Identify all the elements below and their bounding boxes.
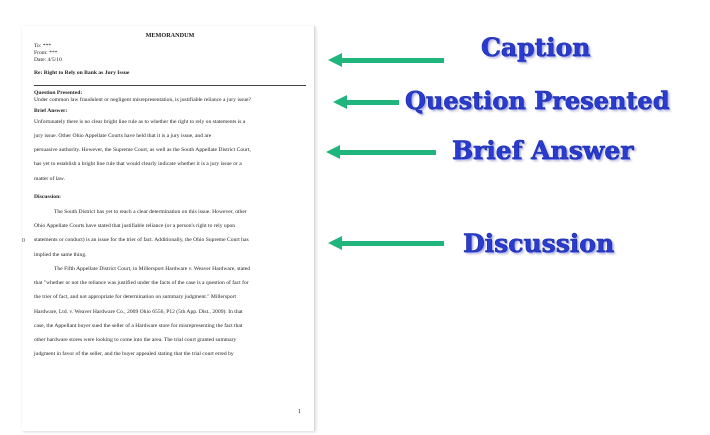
brief-line: persuasive authority. However, the Supreme Court, as well as the South Appellate District Court, bbox=[34, 147, 251, 154]
brief-answer-arrow bbox=[326, 147, 436, 157]
caption-arrow bbox=[328, 55, 444, 65]
discussion-arrow bbox=[328, 238, 444, 248]
discussion-body bbox=[34, 205, 306, 362]
memo-re-line: Re: Right to Rely on Bank as Jury Issue bbox=[34, 69, 130, 76]
question-presented-label: Question Presented bbox=[405, 86, 670, 115]
discussion-line: Hardware, Ltd. v. Weaver Hardware Co., 2009 Ohio 6556, P12 (5th App. Dist., 2009). In that bbox=[34, 308, 243, 315]
caption-label: Caption bbox=[481, 33, 591, 62]
page-number: 1 bbox=[298, 409, 301, 415]
memo-divider bbox=[34, 85, 306, 86]
discussion-line: the trier of fact, and not appropriate for determination on summary judgment." Millersport bbox=[34, 294, 237, 301]
discussion-line: The South District has yet to reach a clear determination on this issue. However, other bbox=[54, 208, 247, 215]
brief-heading: Brief Answer: bbox=[34, 107, 68, 114]
discussion-line: that "whether or not the reliance was justified under the facts of the case is a question of fact for bbox=[34, 280, 249, 287]
brief-line: jury issue. Other Ohio Appellate Courts have held that it is a jury issue, and are bbox=[34, 132, 212, 139]
memo-page bbox=[22, 26, 315, 431]
brief-answer-body bbox=[34, 115, 306, 186]
discussion-line: Ohio Appellate Courts have stated that justifiable reliance (or a person's right to rely upon bbox=[34, 223, 236, 230]
discussion-label: Discussion bbox=[463, 229, 615, 258]
brief-answer-label: Brief Answer bbox=[452, 136, 634, 165]
memo-title: MEMORANDUM bbox=[145, 32, 195, 39]
brief-line: has yet to establish a bright line rule that would clearly indicate whether it is a jury issue or a bbox=[34, 161, 242, 168]
arrow-shaft bbox=[340, 58, 444, 63]
discussion-line: implied the same thing. bbox=[34, 251, 87, 258]
arrow-shaft bbox=[340, 241, 444, 246]
memo-date: Date: 4/5/10 bbox=[34, 56, 62, 63]
arrow-shaft bbox=[345, 100, 399, 105]
discussion-line: The Fifth Appellate District Court, in Millersport Hardware v. Weaver Hardware, stated bbox=[54, 265, 251, 272]
margin-mark: 0 bbox=[22, 238, 25, 244]
arrow-shaft bbox=[338, 150, 436, 155]
memo-to: To: *** bbox=[34, 42, 52, 49]
memo-from: From: *** bbox=[34, 49, 58, 56]
discussion-heading: Discussion: bbox=[34, 193, 62, 200]
memo-content bbox=[34, 32, 306, 362]
brief-line: matter of law. bbox=[34, 175, 65, 182]
discussion-line: other hardware stores were looking to come into the area. The trial court granted summary bbox=[34, 337, 237, 344]
brief-line: Unfortunately there is no clear bright line rule as to whether the right to rely on statements is a bbox=[34, 118, 246, 125]
discussion-line: case, the Appellant buyer sued the seller of a Hardware store for misrepresenting the fact that bbox=[34, 322, 243, 329]
question-heading: Question Presented: bbox=[34, 89, 83, 96]
question-arrow bbox=[333, 97, 399, 107]
discussion-line: statements or conduct) is an issue for the trier of fact. Additionally, the Ohio Supreme Court has bbox=[34, 237, 249, 244]
discussion-line: judgment in favor of the seller, and the buyer appealed stating that the trial court erred by bbox=[34, 351, 234, 358]
question-text: Under common law fraudulent or negligent misrepresentation, is justifiable reliance a jury issue? bbox=[34, 96, 252, 103]
